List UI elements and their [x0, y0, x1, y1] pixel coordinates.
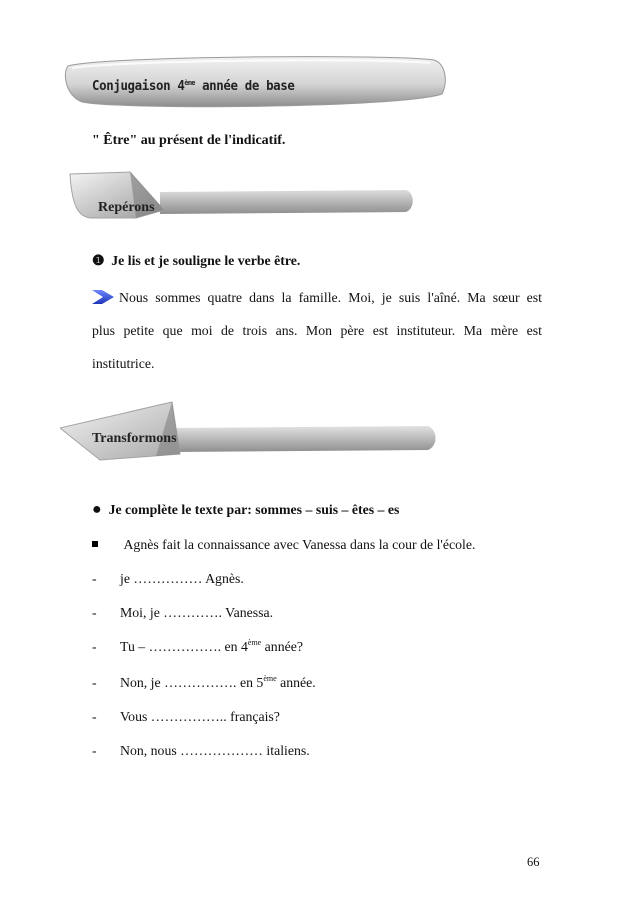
- square-bullet-icon: [92, 541, 98, 547]
- dialogue-line-5: - Vous …………….. français?: [92, 709, 280, 724]
- header-banner-title: Conjugaison 4ème année de base: [92, 78, 295, 94]
- lesson-title: " Être" au présent de l'indicatif.: [92, 133, 286, 148]
- page-number: 66: [527, 855, 540, 869]
- exercise-2-instruction: ● Je complète le texte par: sommes – suis – êtes – es: [92, 501, 400, 518]
- arrow-right-icon: [92, 290, 114, 304]
- dialogue-line-1: - je …………… Agnès.: [92, 571, 244, 586]
- transformons-banner-title: Transformons: [92, 431, 177, 446]
- dialogue-line-2: - Moi, je …………. Vanessa.: [92, 605, 274, 620]
- reperons-banner-title: Repérons: [98, 200, 155, 215]
- exercise-1-instruction: ❶ Je lis et je souligne le verbe être.: [92, 253, 301, 268]
- transformons-banner: [60, 398, 440, 464]
- dialogue-intro: Agnès fait la connaissance avec Vanessa dans la cour de l'école.: [92, 537, 475, 553]
- reading-text-line-1: Nous sommes quatre dans la famille. Moi, je suis l'aîné. Ma sœur est: [92, 288, 542, 307]
- dialogue-line-3: - Tu – ……………. en 4ème année?: [92, 638, 303, 654]
- reading-text-line-3: institutrice.: [92, 356, 155, 371]
- reperons-banner: [60, 170, 420, 230]
- reading-text: [92, 288, 542, 373]
- dialogue-line-6: - Non, nous ……………… italiens.: [92, 743, 310, 758]
- dialogue-line-4: - Non, je ……………. en 5ème année.: [92, 674, 316, 690]
- header-banner: [62, 52, 450, 110]
- exercise-2-bullet-icon: ●: [92, 501, 102, 518]
- exercise-1-number-icon: ❶: [92, 253, 105, 268]
- reading-text-line-2: plus petite que moi de trois ans. Mon père est instituteur. Ma mère est: [92, 323, 542, 338]
